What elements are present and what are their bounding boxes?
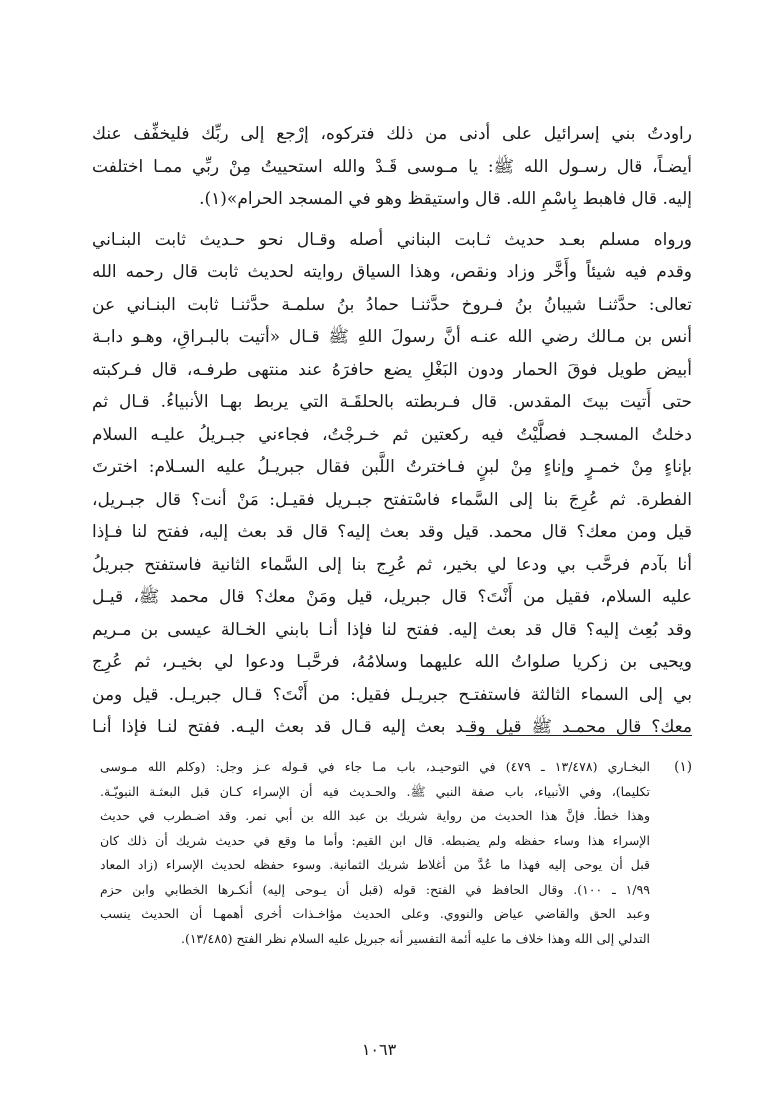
text-line: دخلتُ المسجـد فصلَّيْتُ فيه ركعتين ثم خـرجْتُ، فجاءني جبـريلُ عليـه السلام xyxy=(92,424,692,445)
main-text xyxy=(92,118,692,744)
paragraph-gap xyxy=(92,216,692,224)
text-line: الفطرة. ثم عُرِجَ بنا إلى السَّماء فاسْتفتح جبـريل فقيـل: مَنْ أنت؟ قال جبـريل، xyxy=(92,489,692,510)
text-line: بإناءٍ مِنْ خمـرٍ وإناءٍ مِنْ لبنٍ فـاخترتُ اللَّبن فقال جبريـلُ عليه السـلام: اخترتَ xyxy=(92,457,692,477)
page-number: ١٠٦٣ xyxy=(361,1040,397,1059)
paragraph-2 xyxy=(92,224,692,744)
footnote-line: وهذا خطأ. فإنَّ هذا الحديث من رواية شريك بن عبد الله بن أبي نمر. وقد اضـطرب في حديث xyxy=(100,808,650,823)
paragraph-1 xyxy=(92,118,692,216)
footnote-line: الإسراء هذا وساء حفظه ولم يضبطه. قال ابن القيم: وأما ما وقع في حديث شريك أن ذلك كان xyxy=(100,832,650,848)
text-line: أيضـاً، قال رسـول الله ﷺ: يا مـوسى قَـدْ والله استحييتُ مِنْ ربِّي ممـا اختلفت xyxy=(92,156,692,177)
text-line: عليه السلام، فقيل من أَنْتَ؟ قال جبريل، قيل ومَنْ معك؟ قال محمد ﷺ، قيـل xyxy=(92,587,692,607)
text-line: ويحيى بن زكريا صلواتُ الله عليهما وسلامُهُ، فرحَّبـا ودعوا لي بخيـر، ثم عُرِج xyxy=(92,652,692,672)
footnote-separator xyxy=(466,735,692,736)
text-line: وقدم فيه شيئاً وأَخَّر وزاد ونقص، وهذا السياق روايته لحديث ثابت قال رحمه الله xyxy=(92,262,692,282)
text-line: وقد بُعِث إليه؟ قال قد بعث إليه. ففتح لنا فإذا أنـا بابني الخـالة عيسى بن مـريم xyxy=(92,619,692,640)
footnote-text xyxy=(100,755,650,951)
footnote-number: (١) xyxy=(674,759,692,775)
footnote-line: تكليما)، وفي الأنبياء، باب صفة النبي ﷺ. والحـديث فيه أن الإسراء كـان قبل البعثـة النبويّـة. xyxy=(100,783,650,799)
text-line: أنس بن مـالك رضي الله عنـه أنَّ رسولَ اللهِ ﷺ قـال «أتيت بالبـراقِ، وهـو دابـة xyxy=(92,327,692,347)
text-line: ورواه مسلم بعـد حديث ثـابت البناني أصله وقـال نحو حـديث ثابت البنـاني xyxy=(92,229,692,250)
footnote-1 xyxy=(100,755,692,951)
footnotes xyxy=(100,755,692,951)
text-line: راودتُ بني إسرائيل على أدنى من ذلك فتركوه، إرْجع إلى ربِّك فليخفِّف عنك xyxy=(92,124,692,144)
text-line: إليه. قال فاهبط بِاسْمِ الله. قال واستيقظ وهو في المسجد الحرام»(١). xyxy=(199,189,692,209)
text-line: حتى أَتيت بيتَ المقدس. قال فـربطته بالحلقَـة التي يربط بهـا الأنبياءُ. قـال ثم xyxy=(92,392,692,412)
text-line: قيل ومن معك؟ قال محمد. قيل وقد بعث إليه؟ قال قد بعث إليه، ففتح لنا فـإذا xyxy=(92,522,692,542)
text-line: أنا بآدم فرحَّب بي ودعا لي بخير، ثم عُرِج بنا إلى السَّماء الثانية فاستفتح جبريلُ xyxy=(92,554,692,575)
footnote-line: وعبد الحق والقاضي عياض والنووي. وعلى الحديث مؤاخـذات أخرى أهمهـا أن الحديث ينسب xyxy=(100,906,650,921)
footnote-line: التدلي إلى الله وهذا خلاف ما عليه أئمة التفسير أنه جبريل عليه السلام نظر الفتح (١٣/٤٨٥). xyxy=(180,930,650,946)
footnote-line: ١/٩٩ ـ ١٠٠). وقال الحافظ في الفتح: قوله (قبل أن يـوحى إليه) أنكـرها الخطابي وابن حزم xyxy=(100,881,650,897)
text-line: أبيض طويل فوقَ الحمار ودون البَغْلِ يضع حافرَهُ عند منتهى طرفـه، قال فـركبته xyxy=(92,359,692,380)
footnote-line: قبل أن يوحى إليه فهذا ما عُدَّ من أغلاط شريك الثمانية. وسوء حفظه لحديث الإسراء (زاد المعاد xyxy=(100,857,650,872)
footnote-line: البخـاري (١٣/٤٧٨ ـ ٤٧٩) في التوحيـد، باب مـا جاء في قـوله عـز وجل: (وكلم الله مـوسى xyxy=(100,759,650,774)
text-line: تعالى: حدَّثنـا شيبانُ بنُ فـروخ حدَّثنـا حمادُ بنُ سلمـة حدَّثنـا ثابت البنـاني عن xyxy=(92,294,692,315)
text-line: معك؟ قال محمـد ﷺ قيل وقـد بعث إليه قـال قد بعث اليـه. ففتح لنـا فإذا أنـا xyxy=(92,717,692,737)
text-line: بي إلى السماء الثالثة فاستفتـح جبريـل فقيل: من أَنْتَ؟ قـال جبريـل. قيل ومن xyxy=(92,684,692,705)
